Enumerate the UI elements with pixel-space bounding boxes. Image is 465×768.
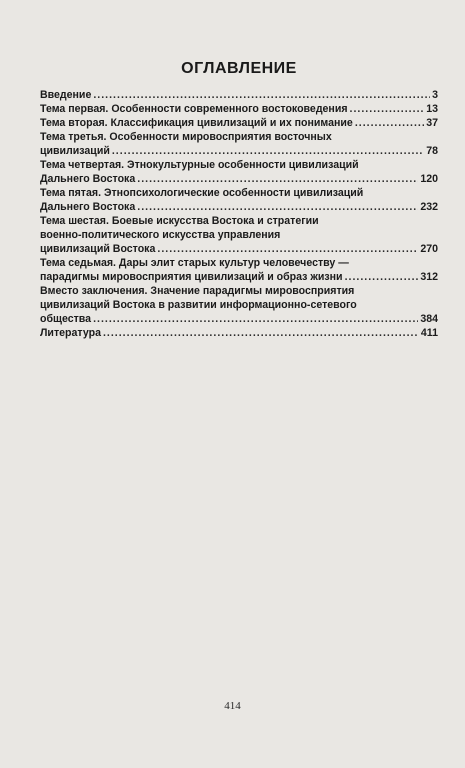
toc-entry	[40, 102, 438, 116]
toc-entry	[40, 326, 438, 340]
toc-entry-title: Литература	[40, 327, 101, 339]
toc-entry-final-line	[40, 326, 438, 340]
toc-entry-title: парадигмы мировосприятия цивилизаций и образ жизни	[40, 271, 343, 283]
toc-entry-final-line	[40, 242, 438, 256]
toc-entry	[40, 116, 438, 130]
toc-entry-page-number: 3	[432, 89, 438, 101]
toc-entry-page-number: 384	[420, 313, 438, 325]
dot-leader	[112, 144, 424, 158]
toc-entry-final-line	[40, 88, 438, 102]
toc-entry-text-line: Тема четвертая. Этнокультурные особенности цивилизаций	[40, 159, 359, 171]
toc-entry-text-line: Тема пятая. Этнопсихологические особенности цивилизаций	[40, 187, 364, 199]
toc-entry-title: Дальнего Востока	[40, 201, 136, 213]
toc-entry-text-line: Вместо заключения. Значение парадигмы мировосприятия	[40, 285, 355, 297]
toc-entry-page-number: 411	[420, 327, 438, 339]
dot-leader	[137, 200, 418, 214]
dot-leader	[157, 242, 418, 256]
toc-entry-title: Дальнего Востока	[40, 173, 136, 185]
dot-leader	[93, 312, 418, 326]
toc-entry-page-number: 232	[420, 201, 438, 213]
toc-entry	[40, 88, 438, 102]
dot-leader	[355, 116, 424, 130]
toc-entry-text-line: цивилизаций Востока в развитии информационно-сетевого	[40, 299, 357, 311]
toc-entry-page-number: 312	[420, 271, 438, 283]
toc-entry-final-line	[40, 312, 438, 326]
page-title: ОГЛАВЛЕНИЕ	[181, 60, 297, 77]
toc-entry-page-number: 13	[426, 103, 438, 115]
dot-leader	[137, 172, 418, 186]
toc-entry-page-number: 120	[420, 173, 438, 185]
toc-entry-final-line	[40, 172, 438, 186]
toc-entry-text-line: Тема шестая. Боевые искусства Востока и стратегии	[40, 215, 319, 227]
toc-entry-final-line	[40, 200, 438, 214]
toc-entry-title: цивилизаций	[40, 145, 110, 157]
dot-leader	[345, 270, 419, 284]
toc-entry-title: Тема вторая. Классификация цивилизаций и их понимание	[40, 117, 353, 129]
dot-leader	[93, 88, 430, 102]
toc-entry	[40, 158, 438, 186]
toc-entry-title: Введение	[40, 89, 92, 101]
toc-entry-title: Тема первая. Особенности современного востоковедения	[40, 103, 348, 115]
toc-entry-final-line	[40, 144, 438, 158]
toc-entry-page-number: 37	[426, 117, 438, 129]
dot-leader	[350, 102, 425, 116]
page-number: 414	[224, 700, 241, 712]
dot-leader	[103, 326, 419, 340]
toc-entry-page-number: 270	[420, 243, 438, 255]
toc-entry	[40, 284, 438, 326]
toc-entry-page-number: 78	[426, 145, 438, 157]
toc-entry	[40, 130, 438, 158]
table-of-contents-page	[40, 60, 438, 340]
toc-entry	[40, 256, 438, 284]
toc-list	[40, 88, 438, 340]
toc-entry	[40, 214, 438, 256]
toc-entry-final-line	[40, 102, 438, 116]
toc-entry-text-line: Тема седьмая. Дары элит старых культур человечеству —	[40, 257, 349, 269]
toc-entry	[40, 186, 438, 214]
toc-entry-title: общества	[40, 313, 92, 325]
toc-entry-title: цивилизаций Востока	[40, 243, 156, 255]
toc-entry-text-line: военно-политического искусства управления	[40, 229, 281, 241]
toc-entry-text-line: Тема третья. Особенности мировосприятия восточных	[40, 131, 332, 143]
toc-entry-final-line	[40, 270, 438, 284]
toc-entry-final-line	[40, 116, 438, 130]
